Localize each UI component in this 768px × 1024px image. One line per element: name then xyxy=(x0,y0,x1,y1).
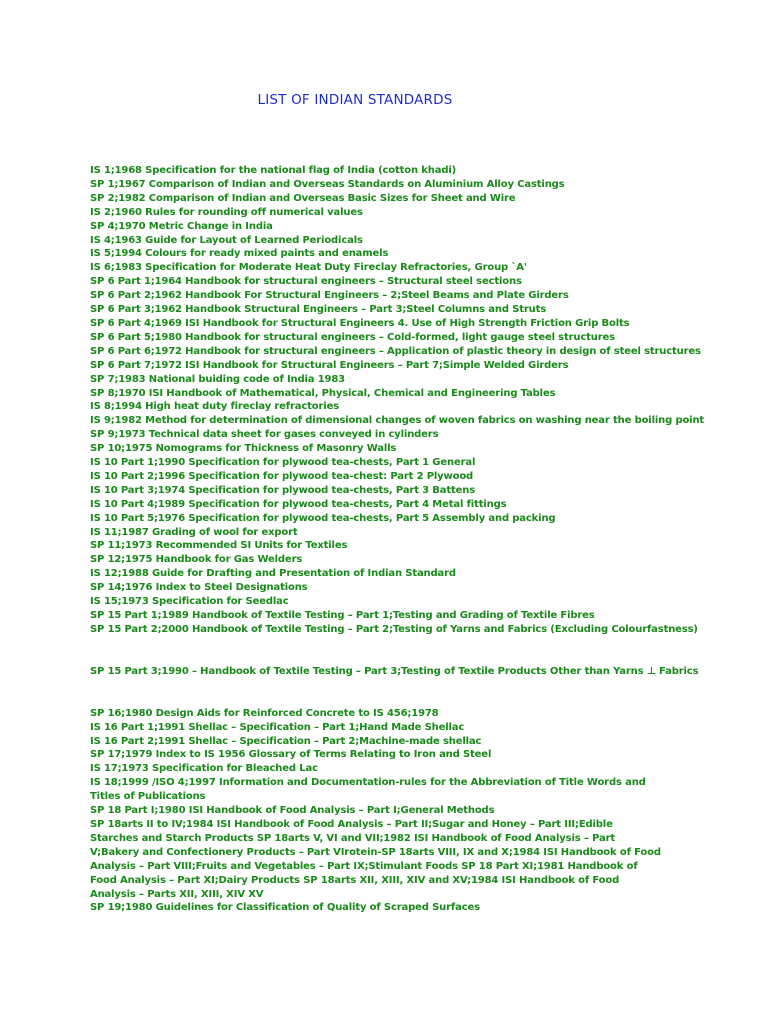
list-item: SP 6 Part 1;1964 Handbook for structural engineers – Structural steel sections xyxy=(90,276,522,288)
list-item: SP 6 Part 6;1972 Handbook for structural engineers – Application of plastic theory in design of steel structures xyxy=(90,345,701,357)
list-item: IS 9;1982 Method for determination of dimensional changes of woven fabrics on washing near the boiling point xyxy=(90,415,705,427)
list-item: IS 4;1963 Guide for Layout of Learned Periodicals xyxy=(90,234,363,246)
list-item: IS 18;1999 /ISO 4;1997 Information and Documentation-rules for the Abbreviation of Title Words and Titles of Publications xyxy=(90,777,646,803)
list-item: SP 18arts II to IV;1984 ISI Handbook of Food Analysis – Part II;Sugar and Honey – Part III;Edible Starches and Starch Products SP 18arts V, VI and VII;1982 ISI Handbook of Food Analysis – Part V;Bakery and Confectionery Products – Part VIrotein-SP 18arts VIII, IX and X;1984 ISI Handbook of Food Analysis – Part VIII;Fruits and Vegetables – Part IX;Stimulant Foods SP 18 Part XI;1981 Handbook of Food Analysis – Part XI;Dairy Products SP 18arts XII, XIII, XIV and XV;1984 ISI Handbook of Food Analysis – Parts XII, XIII, XIV XV xyxy=(90,818,661,900)
list-item: IS 11;1987 Grading of wool for export xyxy=(90,526,298,538)
list-item: SP 6 Part 4;1969 ISI Handbook for Structural Engineers 4. Use of High Strength Friction Grip Bolts xyxy=(90,317,630,329)
list-item: IS 8;1994 High heat duty fireclay refractories xyxy=(90,401,340,413)
list-item: SP 1;1967 Comparison of Indian and Overseas Standards on Aluminium Alloy Castings xyxy=(90,178,565,190)
list-item: SP 7;1983 National buiding code of India 1983 xyxy=(90,373,345,385)
list-item: IS 10 Part 2;1996 Specification for plywood tea-chest: Part 2 Plywood xyxy=(90,470,474,482)
list-item: IS 17;1973 Specification for Bleached Lac xyxy=(90,763,318,775)
list-item: IS 10 Part 5;1976 Specification for plywood tea-chests, Part 5 Assembly and packing xyxy=(90,512,556,524)
standards-list xyxy=(90,164,705,915)
list-item: IS 6;1983 Specification for Moderate Heat Duty Fireclay Refractories, Group `A' xyxy=(90,262,527,274)
list-item: SP 15 Part 1;1989 Handbook of Textile Testing – Part 1;Testing and Grading of Textile Fibres xyxy=(90,610,595,621)
list-item: SP 10;1975 Nomograms for Thickness of Masonry Walls xyxy=(90,443,397,455)
list-item: SP 15 Part 2;2000 Handbook of Textile Testing – Part 2;Testing of Yarns and Fabrics (Excluding Colourfastness) xyxy=(90,623,698,635)
list-item: SP 12;1975 Handbook for Gas Welders xyxy=(90,554,303,566)
list-item: SP 6 Part 3;1962 Handbook Structural Engineers – Part 3;Steel Columns and Struts xyxy=(90,304,547,316)
list-item: IS 1;1968 Specification for the national flag of India (cotton khadi) xyxy=(90,165,457,176)
list-item: IS 2;1960 Rules for rounding off numerical values xyxy=(90,206,363,218)
list-item: IS 15;1973 Specification for Seedlac xyxy=(90,596,289,608)
list-item: IS 5;1994 Colours for ready mixed paints and enamels xyxy=(90,248,389,260)
page-title: LIST OF INDIAN STANDARDS xyxy=(257,92,453,108)
list-item: SP 11;1973 Recommended SI Units for Textiles xyxy=(90,540,348,552)
list-item: IS 16 Part 2;1991 Shellac – Specification – Part 2;Machine-made shellac xyxy=(90,735,482,747)
list-item: IS 10 Part 3;1974 Specification for plywood tea-chests, Part 3 Battens xyxy=(90,484,476,496)
list-item: SP 2;1982 Comparison of Indian and Overseas Basic Sizes for Sheet and Wire xyxy=(90,192,516,204)
list-item: SP 6 Part 2;1962 Handbook For Structural Engineers – 2;Steel Beams and Plate Girders xyxy=(90,290,569,302)
list-item: SP 9;1973 Technical data sheet for gases conveyed in cylinders xyxy=(90,429,439,441)
list-item: SP 19;1980 Guidelines for Classification of Quality of Scraped Surfaces xyxy=(90,902,480,914)
list-item: IS 10 Part 1;1990 Specification for plywood tea-chests, Part 1 General xyxy=(90,457,476,469)
list-item: SP 6 Part 5;1980 Handbook for structural engineers – Cold-formed, light gauge steel structures xyxy=(90,331,615,343)
list-item: IS 16 Part 1;1991 Shellac – Specification – Part 1;Hand Made Shellac xyxy=(90,721,465,733)
list-item: IS 10 Part 4;1989 Specification for plywood tea-chests, Part 4 Metal fittings xyxy=(90,498,507,510)
list-item: SP 17;1979 Index to IS 1956 Glossary of Terms Relating to Iron and Steel xyxy=(90,749,492,761)
list-item: SP 4;1970 Metric Change in India xyxy=(90,220,273,232)
list-item: SP 18 Part I;1980 ISI Handbook of Food Analysis – Part I;General Methods xyxy=(90,805,495,817)
list-item: SP 16;1980 Design Aids for Reinforced Concrete to IS 456;1978 xyxy=(90,707,439,719)
list-item: IS 12;1988 Guide for Drafting and Presentation of Indian Standard xyxy=(90,568,456,580)
list-item: SP 15 Part 3;1990 – Handbook of Textile Testing – Part 3;Testing of Textile Products Other than Yarns ⊥ Fabrics xyxy=(90,665,699,677)
list-item: SP 14;1976 Index to Steel Designations xyxy=(90,582,308,594)
list-item: SP 6 Part 7;1972 ISI Handbook for Structural Engineers – Part 7;Simple Welded Girders xyxy=(90,359,569,371)
list-item: SP 8;1970 ISI Handbook of Mathematical, Physical, Chemical and Engineering Tables xyxy=(90,387,556,399)
